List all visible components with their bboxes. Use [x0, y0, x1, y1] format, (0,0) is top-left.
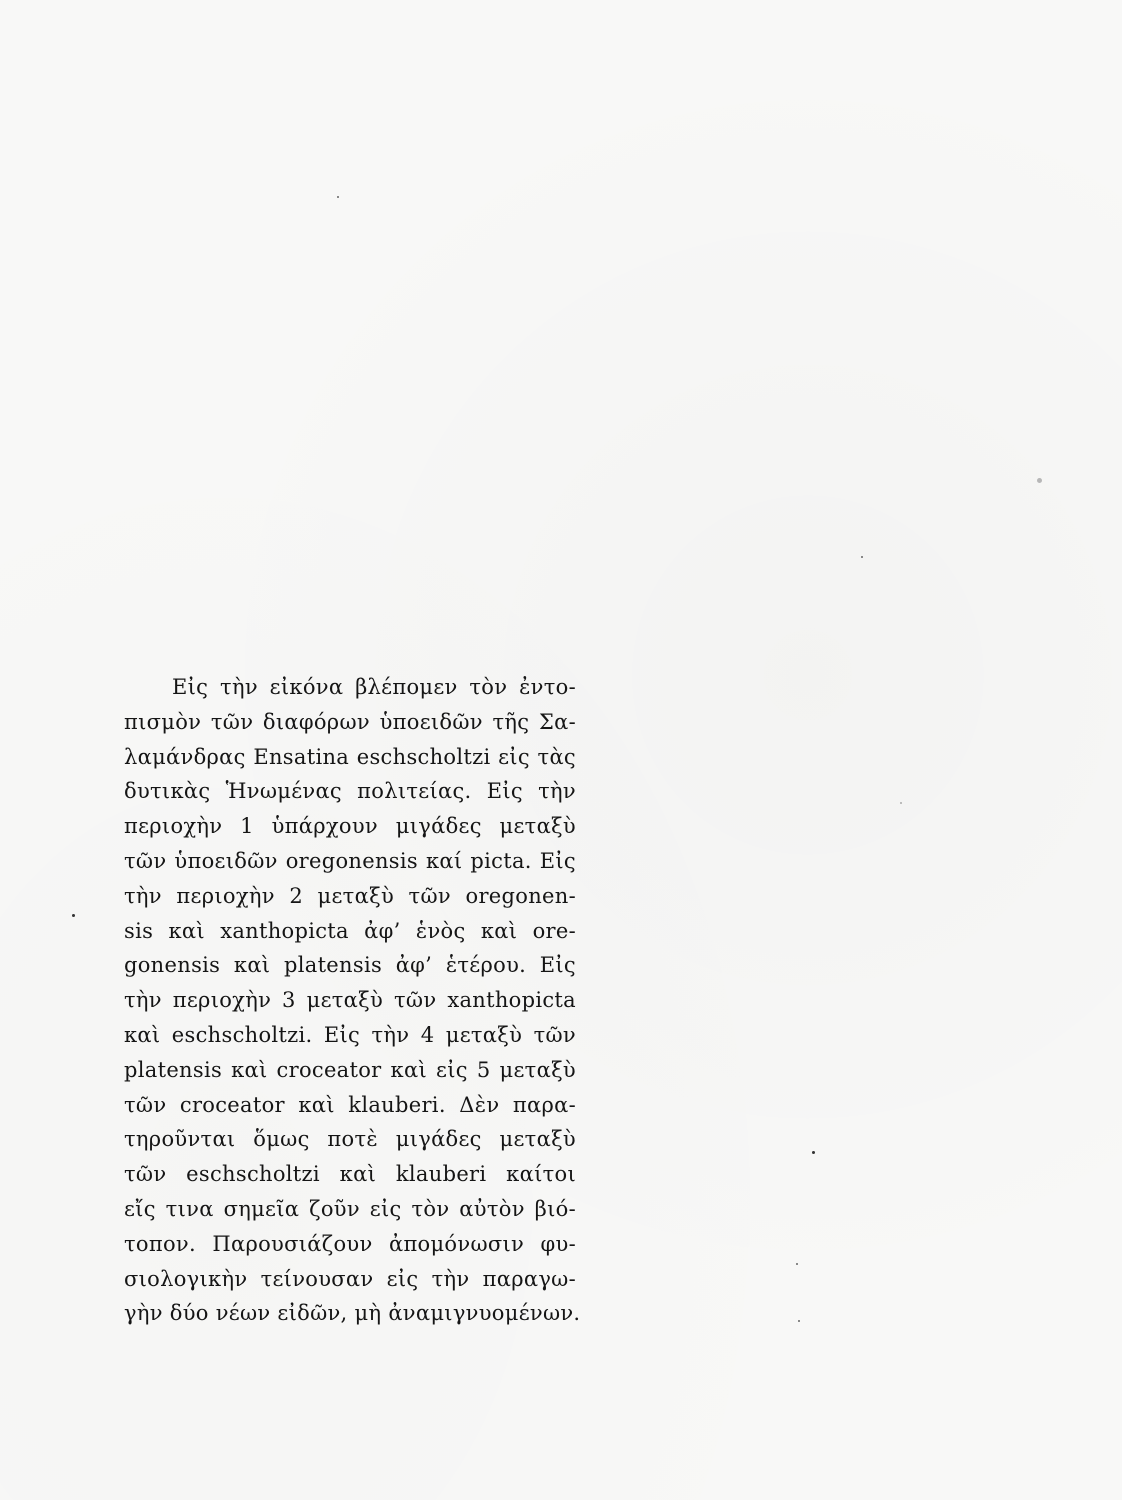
paragraph-line: τῶν eschscholtzi καὶ klauberi καίτοι	[124, 1162, 576, 1187]
paragraph-line: καὶ eschscholtzi. Εἰς τὴν 4 μεταξὺ τῶν	[124, 1022, 576, 1047]
scan-speck	[337, 196, 339, 198]
scan-speck	[72, 914, 75, 917]
paragraph-line: τὴν περιοχὴν 2 μεταξὺ τῶν oregonen-	[124, 883, 576, 908]
scan-speck	[796, 1263, 798, 1265]
paragraph-line: τὴν περιοχὴν 3 μεταξὺ τῶν xanthopicta	[124, 988, 576, 1013]
paragraph-line: platensis καὶ croceator καὶ εἰς 5 μεταξὺ	[124, 1057, 576, 1082]
scan-speck	[1037, 478, 1042, 483]
paragraph-line: gonensis καὶ platensis ἀφ’ ἑτέρου. Εἰς	[124, 953, 576, 978]
paragraph-line: περιοχὴν 1 ὑπάρχουν μιγάδες μεταξὺ	[124, 814, 576, 839]
paragraph-line: τῶν ὑποειδῶν oregonensis καί picta. Εἰς	[124, 848, 576, 873]
scan-speck	[900, 802, 902, 804]
paragraph-line: λαμάνδρας Ensatina eschscholtzi εἰς τὰς	[124, 744, 576, 769]
scan-speck	[798, 1320, 800, 1322]
paragraph-line: εἴς τινα σημεῖα ζοῦν εἰς τὸν αὐτὸν βιό-	[124, 1196, 576, 1221]
paragraph-line: Εἰς τὴν εἰκόνα βλέπομεν τὸν ἐντο-	[172, 675, 576, 699]
paragraph-line: sis καὶ xanthopicta ἀφ’ ἑνὸς καὶ ore-	[124, 918, 576, 943]
paragraph-line: τῶν croceator καὶ klauberi. Δὲν παρα-	[124, 1092, 576, 1117]
paragraph-line: τηροῦνται ὅμως ποτὲ μιγάδες μεταξὺ	[124, 1127, 576, 1152]
paragraph-line: πισμὸν τῶν διαφόρων ὑποειδῶν τῆς Σα-	[124, 709, 576, 734]
paragraph-line: γὴν δύο νέων εἰδῶν, μὴ ἀναμιγνυομένων.	[124, 1301, 581, 1326]
greek-paragraph	[124, 670, 581, 1331]
scan-speck	[812, 1151, 815, 1154]
paragraph-line: σιολογικὴν τείνουσαν εἰς τὴν παραγω-	[124, 1266, 576, 1291]
paragraph-line: δυτικὰς Ἡνωμένας πολιτείας. Εἰς τὴν	[124, 779, 576, 804]
paragraph-line: τοπον. Παρουσιάζουν ἀπομόνωσιν φυ-	[124, 1231, 576, 1256]
scan-speck	[861, 556, 863, 558]
